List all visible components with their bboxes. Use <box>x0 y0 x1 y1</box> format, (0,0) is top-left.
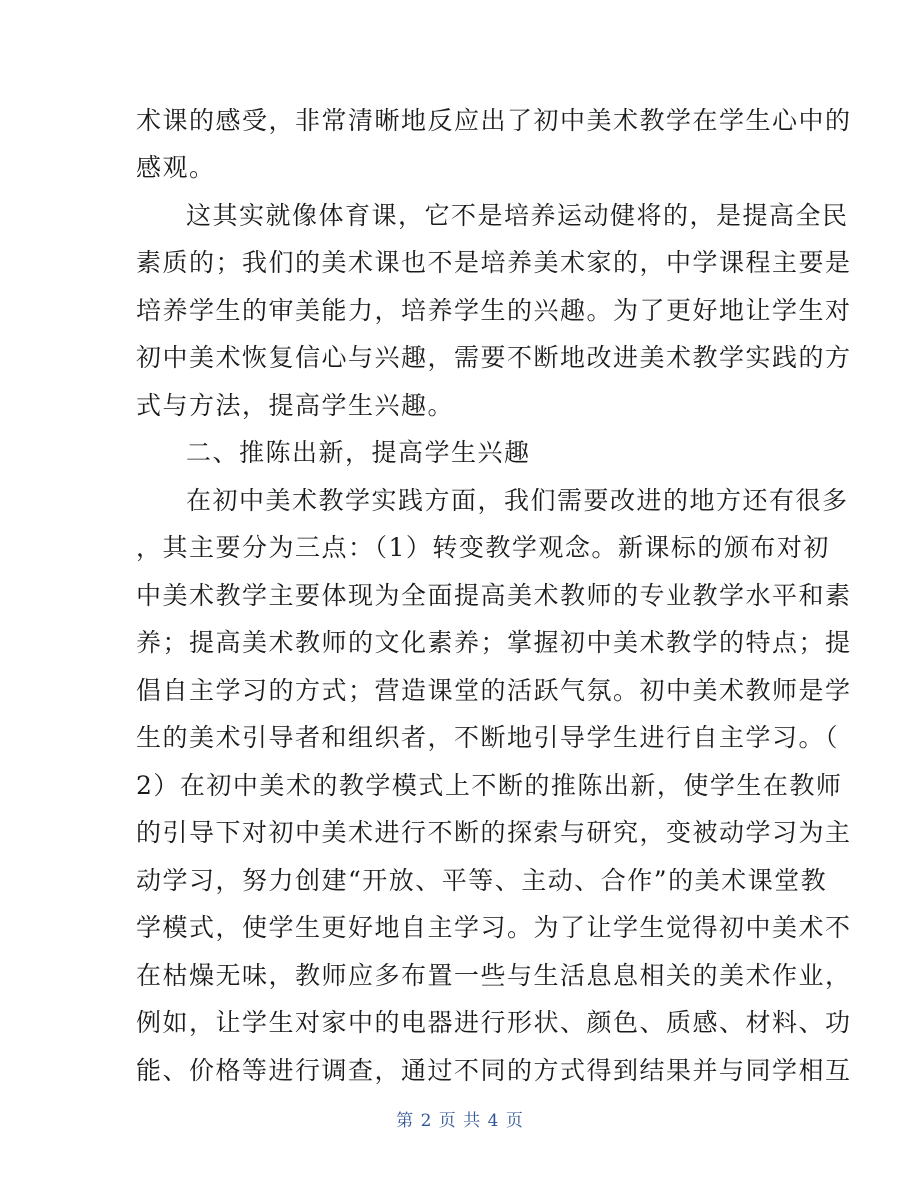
text-line-21: 能、价格等进行调查，通过不同的方式得到结果并与同学相互 <box>136 1056 852 1085</box>
text-line-3: 这其实就像体育课，它不是培养运动健将的，是提高全民 <box>186 201 849 230</box>
text-line-17: 动学习，努力创建“开放、平等、主动、合作”的美术课堂教 <box>136 866 828 895</box>
text-line-9: 在初中美术教学实践方面，我们需要改进的地方还有很多 <box>186 486 849 515</box>
page-number-footer: 第 2 页 共 4 页 <box>396 1111 524 1131</box>
text-line-5: 培养学生的审美能力，培养学生的兴趣。为了更好地让学生对 <box>136 296 852 325</box>
text-line-11: 中美术教学主要体现为全面提高美术教师的专业教学水平和素 <box>136 581 852 610</box>
text-line-1: 术课的感受，非常清晰地反应出了初中美术教学在学生心中的 <box>136 106 852 135</box>
text-line-16: 的引导下对初中美术进行不断的探索与研究，变被动学习为主 <box>136 818 852 847</box>
text-line-12: 养；提高美术教师的文化素养；掌握初中美术教学的特点；提 <box>136 628 852 657</box>
section-heading: 二、推陈出新，提高学生兴趣 <box>186 438 531 467</box>
text-line-4: 素质的；我们的美术课也不是培养美术家的，中学课程主要是 <box>136 248 852 277</box>
text-line-7: 式与方法，提高学生兴趣。 <box>136 391 455 420</box>
text-line-20: 例如，让学生对家中的电器进行形状、颜色、质感、材料、功 <box>136 1008 852 1037</box>
text-line-10: ，其主要分为三点：（1）转变教学观念。新课标的颁布对初 <box>136 533 830 562</box>
text-line-2: 感观。 <box>136 153 216 182</box>
text-line-6: 初中美术恢复信心与兴趣，需要不断地改进美术教学实践的方 <box>136 343 852 372</box>
text-line-13: 倡自主学习的方式；营造课堂的活跃气氛。初中美术教师是学 <box>136 676 852 705</box>
text-line-19: 在枯燥无味，教师应多布置一些与生活息息相关的美术作业， <box>136 961 852 990</box>
text-line-15: 2）在初中美术的教学模式上不断的推陈出新，使学生在教师 <box>136 771 843 800</box>
text-line-18: 学模式，使学生更好地自主学习。为了让学生觉得初中美术不 <box>136 913 852 942</box>
text-line-14: 生的美术引导者和组织者，不断地引导学生进行自主学习。（ <box>136 723 840 752</box>
